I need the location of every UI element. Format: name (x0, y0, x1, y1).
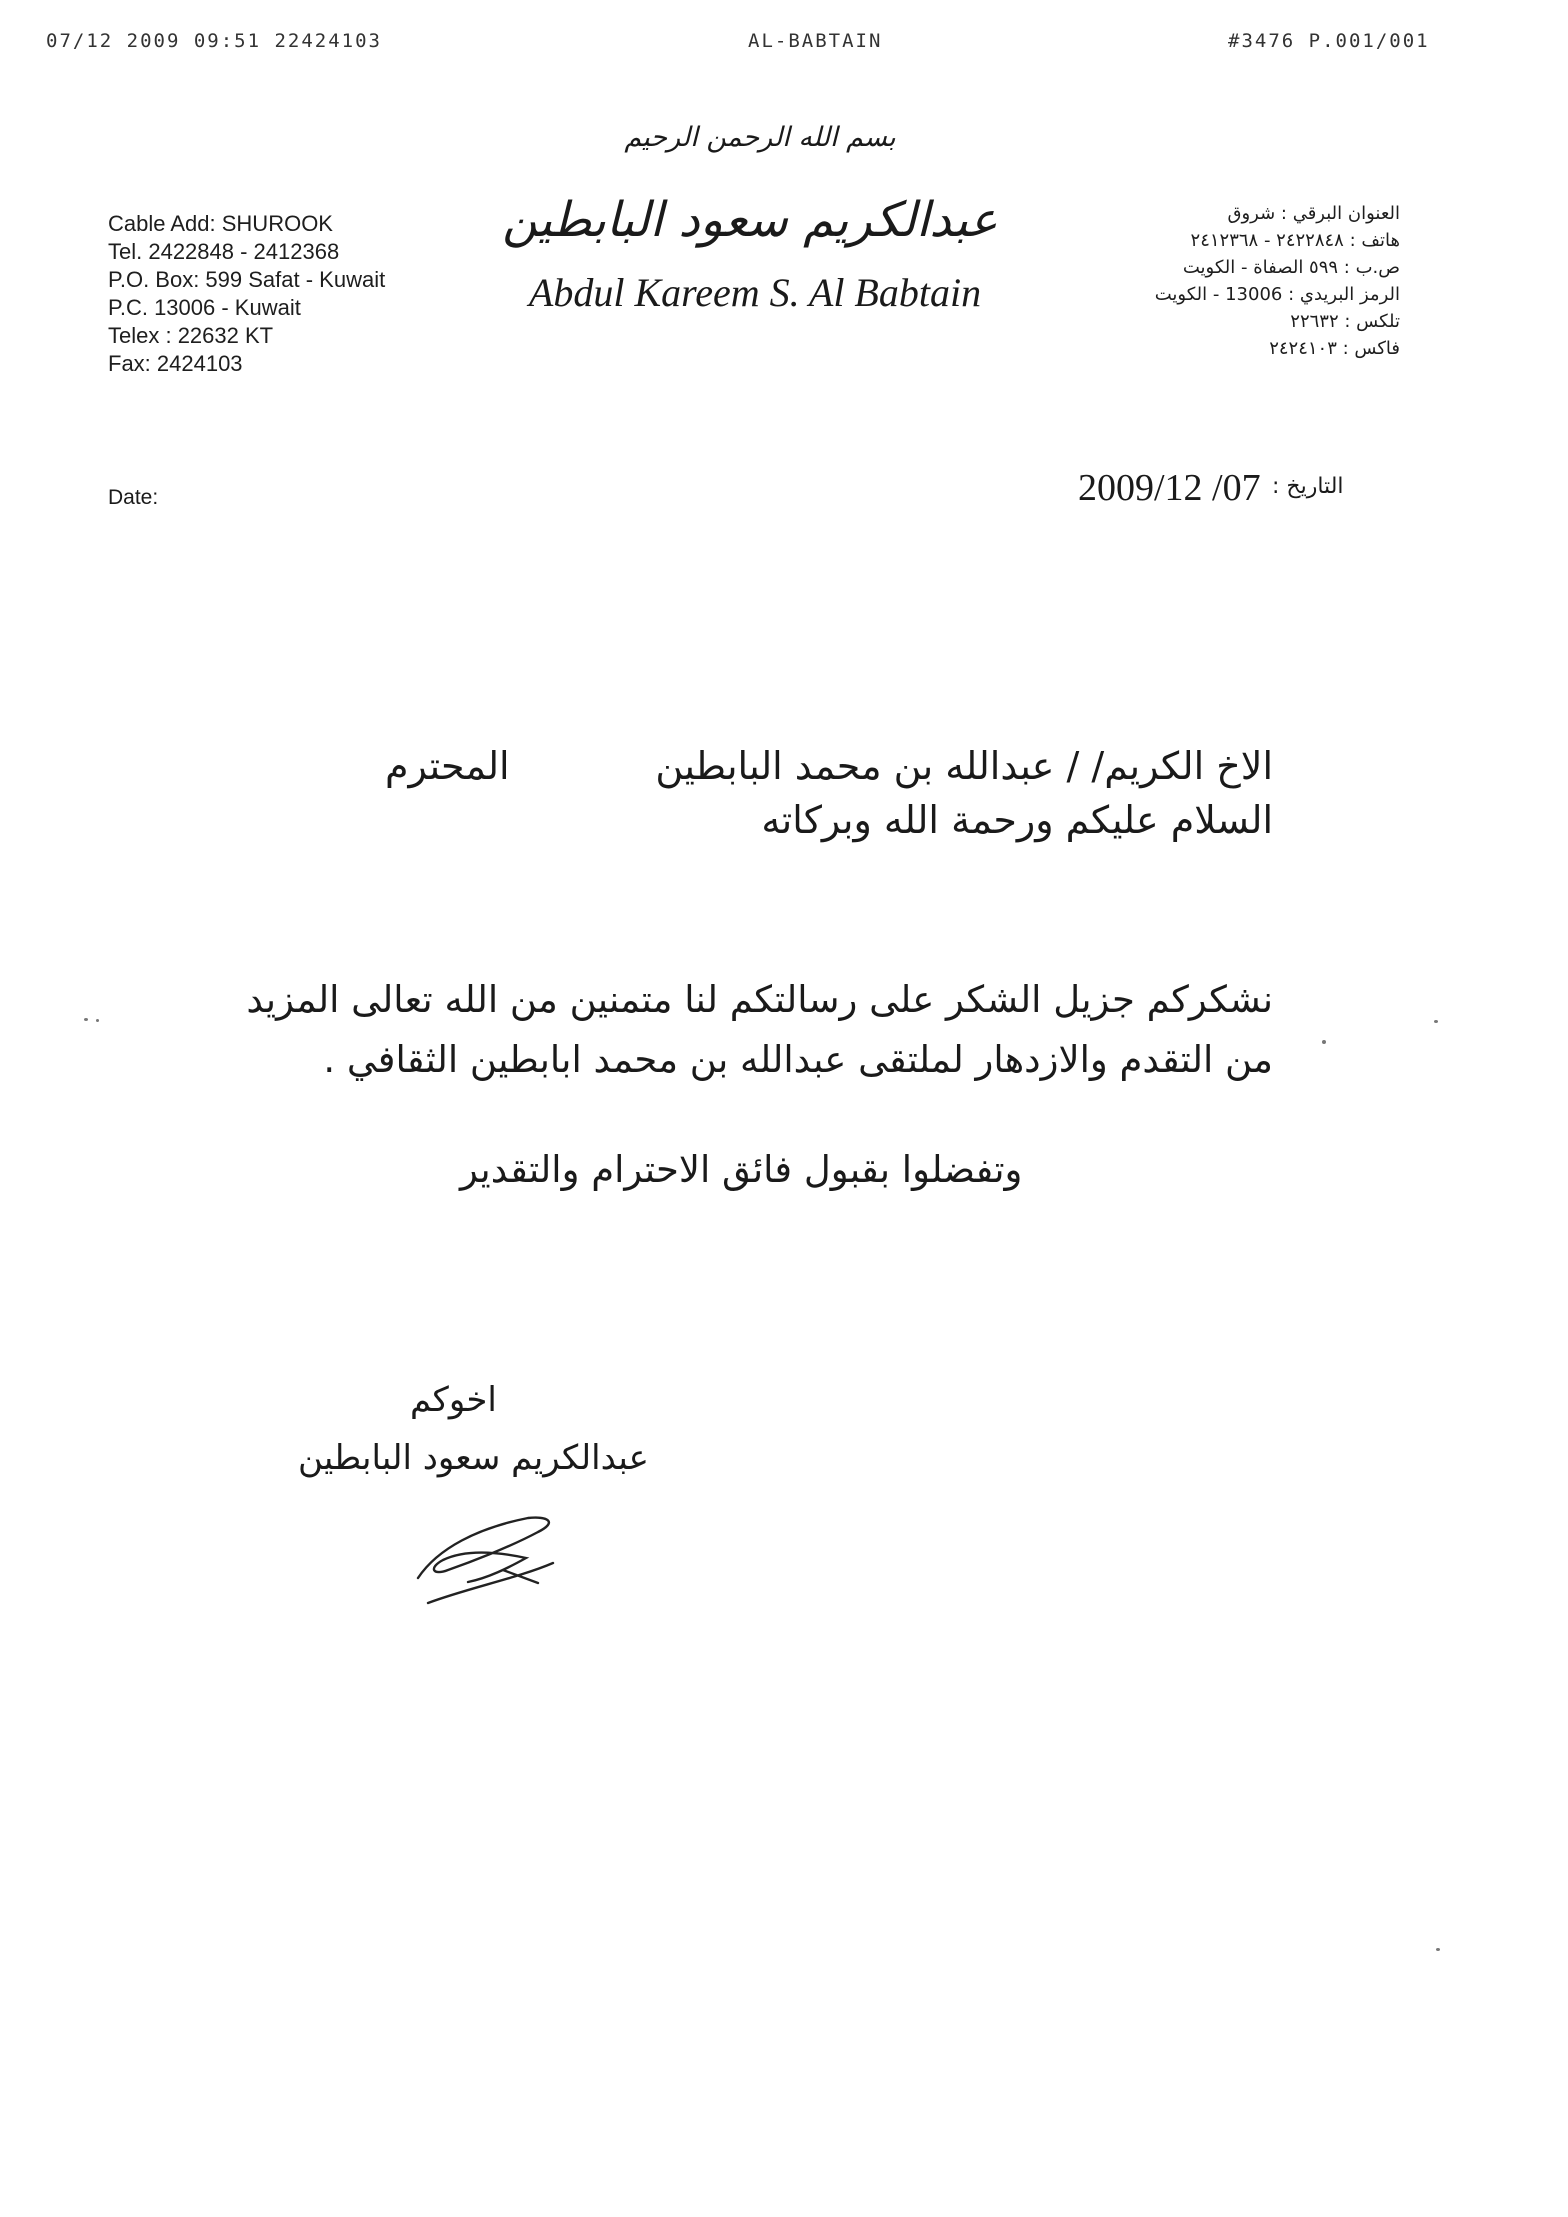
date-label-arabic: التاريخ : (1272, 474, 1344, 499)
scan-speck (1322, 1040, 1326, 1044)
fax-header-left: 07/12 2009 09:51 22424103 (46, 30, 382, 52)
handwritten-signature (408, 1508, 568, 1618)
english-contact-telex: Telex : 22632 KT (108, 323, 274, 348)
english-contact-fax: Fax: 2424103 (108, 351, 243, 376)
body-line-2: من التقدم والازدهار لملتقى عبدالله بن محمد ابابطين الثقافي . (323, 1038, 1273, 1081)
signoff-line-1: اخوكم (410, 1380, 497, 1420)
signoff-line-2: عبدالكريم سعود البابطين (298, 1438, 649, 1478)
arabic-contact-telex: تلكس : ٢٢٦٣٢ (1290, 311, 1400, 332)
english-contact-postcode: P.C. 13006 - Kuwait (108, 295, 301, 320)
arabic-contact-pobox: ص.ب : ٥٩٩ الصفاة - الكويت (1182, 257, 1400, 278)
english-contact-cable: Cable Add: SHUROOK (108, 211, 333, 236)
english-contact-tel: Tel. 2422848 - 2412368 (108, 239, 340, 264)
date-label-english: Date: (108, 486, 159, 509)
letterhead-logo-english: Abdul Kareem S. Al Babtain (528, 270, 982, 315)
fax-header-center: AL-BABTAIN (748, 30, 883, 52)
letterhead-logo-arabic: عبدالكريم سعود البابطين (502, 192, 998, 248)
english-contact-block (108, 210, 385, 378)
closing-line: وتفضلوا بقبول فائق الاحترام والتقدير (460, 1148, 1023, 1191)
basmala: بسم الله الرحمن الرحيم (624, 122, 896, 153)
body-line-1: نشكركم جزيل الشكر على رسالتكم لنا متمنين من الله تعالى المزيد (246, 978, 1273, 1021)
scan-speck (96, 1019, 99, 1022)
fax-header-right: #3476 P.001/001 (1228, 30, 1430, 52)
scan-speck (1434, 1020, 1438, 1023)
arabic-contact-fax: فاكس : ٢٤٢٤١٠٣ (1269, 338, 1400, 359)
arabic-contact-postcode: الرمز البريدي : 13006 - الكويت (1154, 284, 1400, 305)
arabic-contact-block (1155, 200, 1400, 362)
arabic-contact-cable: العنوان البرقي : شروق (1227, 203, 1400, 224)
date-value: 2009/12 /07 (1078, 467, 1261, 509)
scan-speck (84, 1018, 88, 1021)
arabic-contact-tel: هاتف : ٢٤٢٢٨٤٨ - ٢٤١٢٣٦٨ (1190, 230, 1400, 251)
scan-speck (1436, 1948, 1440, 1951)
salutation-title: المحترم (385, 744, 510, 788)
salutation-name: الاخ الكريم/ / عبدالله بن محمد البابطين (655, 744, 1273, 788)
greeting: السلام عليكم ورحمة الله وبركاته (761, 798, 1273, 842)
english-contact-pobox: P.O. Box: 599 Safat - Kuwait (108, 267, 386, 292)
